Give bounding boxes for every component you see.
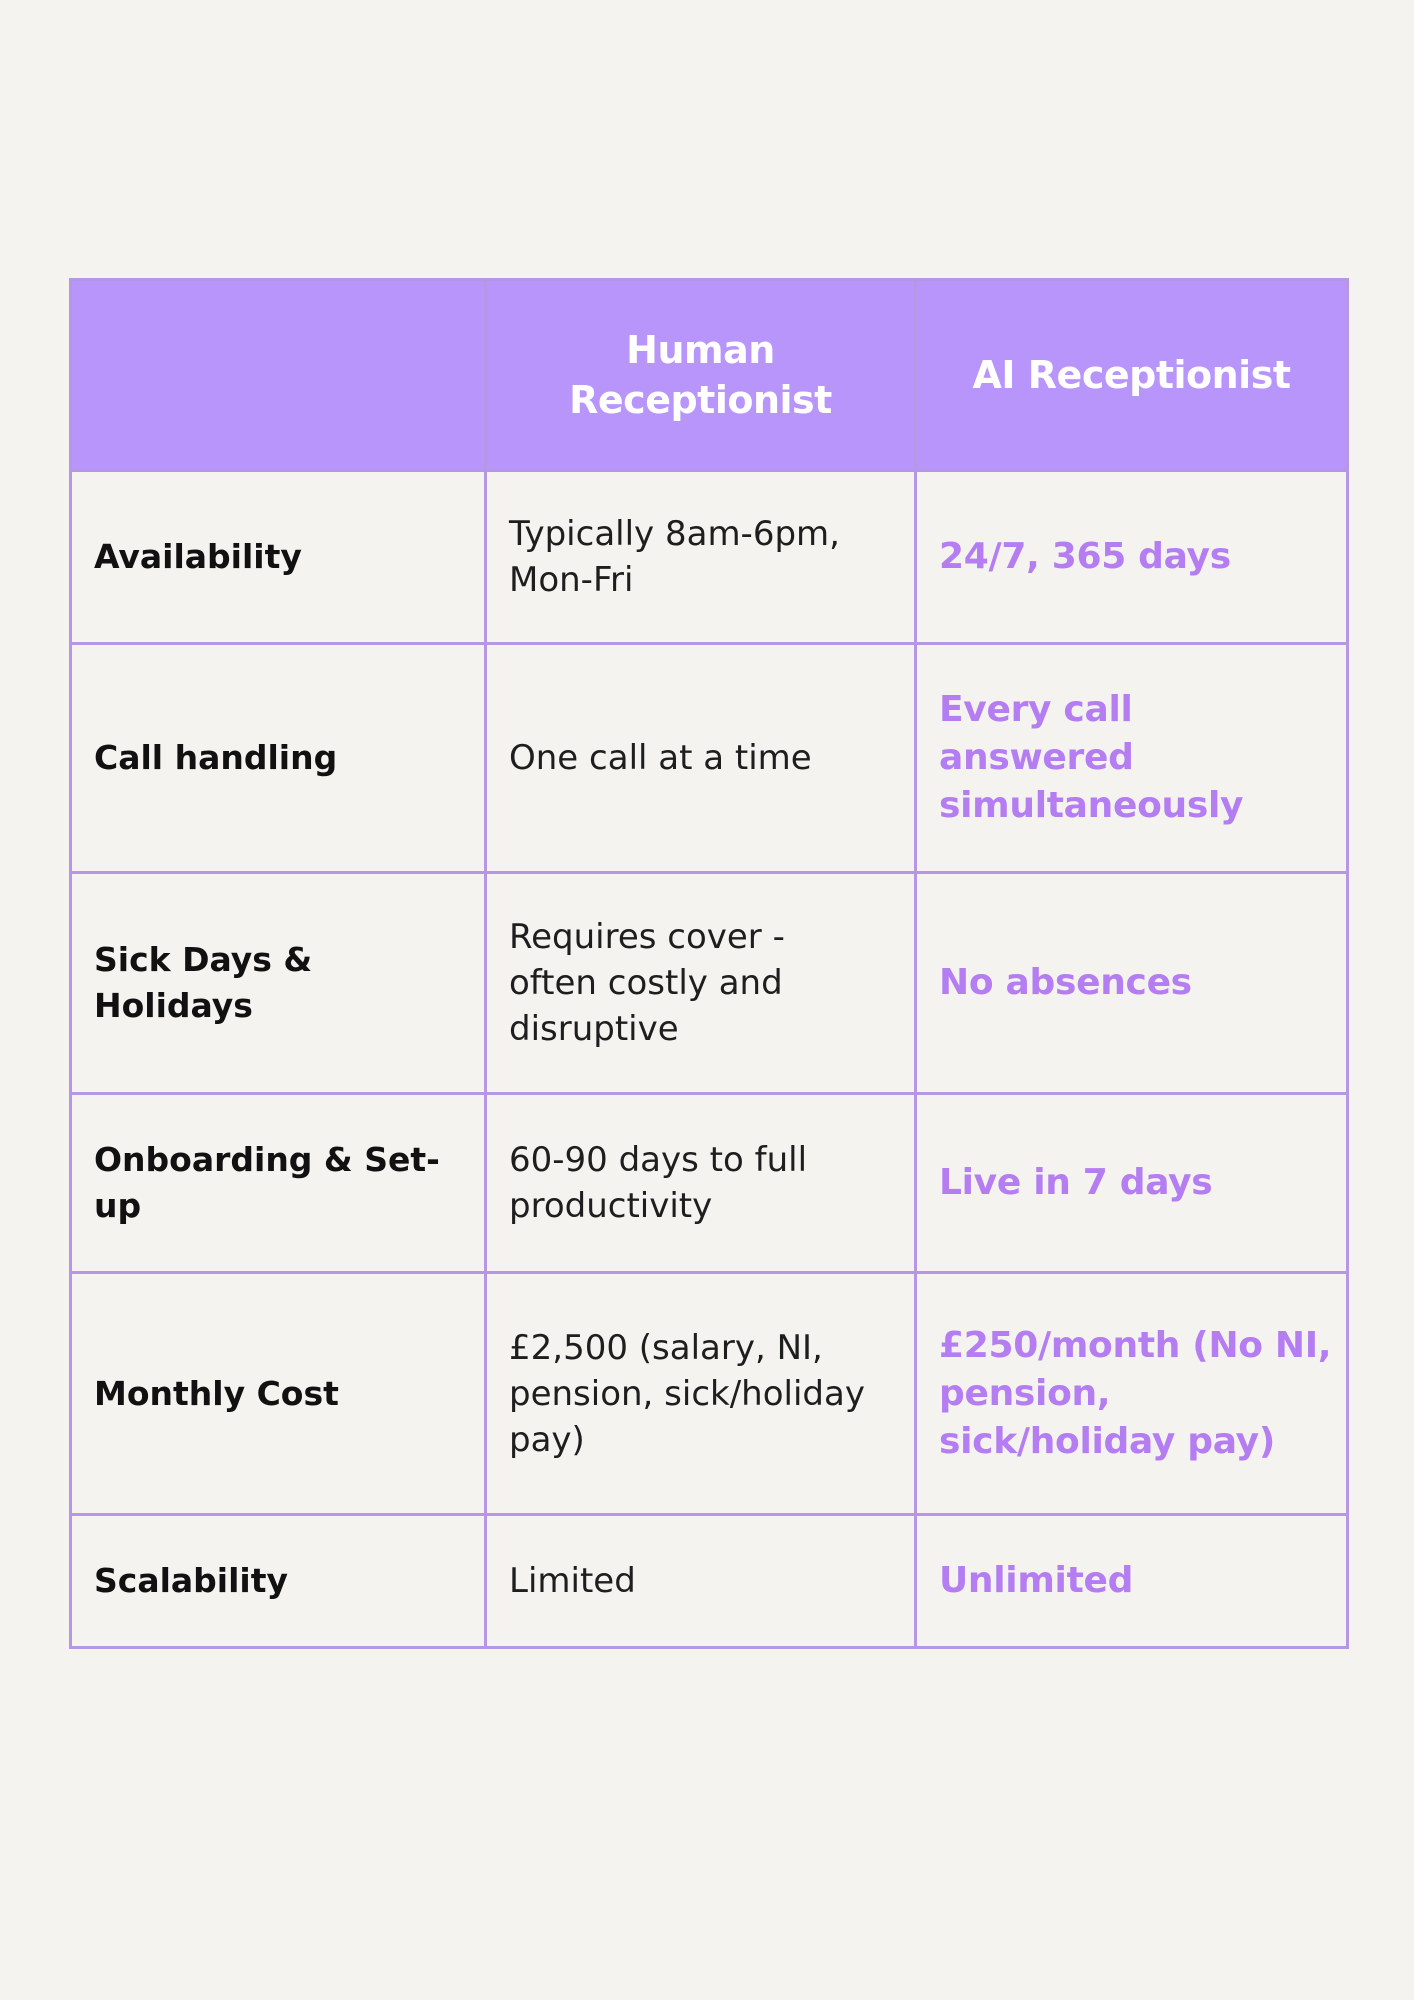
ai-value-scalability: Unlimited	[916, 1515, 1348, 1648]
ai-value-onboarding-setup: Live in 7 days	[916, 1094, 1348, 1273]
table-row	[71, 1273, 1348, 1515]
comparison-table	[69, 278, 1349, 1649]
header-ai-receptionist: AI Receptionist	[916, 280, 1348, 471]
ai-value-monthly-cost: £250/month (No NI, pension, sick/holiday pay)	[916, 1273, 1348, 1515]
ai-value-sick-days-holidays: No absences	[916, 873, 1348, 1094]
human-value-availability: Typically 8am-6pm, Mon-Fri	[486, 471, 916, 644]
header-empty-cell	[71, 280, 486, 471]
header-row	[71, 280, 1348, 471]
human-value-onboarding-setup: 60-90 days to full productivity	[486, 1094, 916, 1273]
human-value-sick-days-holidays: Requires cover - often costly and disruptive	[486, 873, 916, 1094]
ai-value-availability: 24/7, 365 days	[916, 471, 1348, 644]
row-label-sick-days-holidays: Sick Days & Holidays	[71, 873, 486, 1094]
row-label-onboarding-setup: Onboarding & Set-up	[71, 1094, 486, 1273]
row-label-scalability: Scalability	[71, 1515, 486, 1648]
table-row	[71, 644, 1348, 873]
human-value-call-handling: One call at a time	[486, 644, 916, 873]
row-label-call-handling: Call handling	[71, 644, 486, 873]
table-row	[71, 1094, 1348, 1273]
header-human-receptionist: Human Receptionist	[486, 280, 916, 471]
table-row	[71, 1515, 1348, 1648]
row-label-monthly-cost: Monthly Cost	[71, 1273, 486, 1515]
human-value-scalability: Limited	[486, 1515, 916, 1648]
table-row	[71, 873, 1348, 1094]
ai-value-call-handling: Every call answered simultaneously	[916, 644, 1348, 873]
table-row	[71, 471, 1348, 644]
human-value-monthly-cost: £2,500 (salary, NI, pension, sick/holiday pay)	[486, 1273, 916, 1515]
row-label-availability: Availability	[71, 471, 486, 644]
